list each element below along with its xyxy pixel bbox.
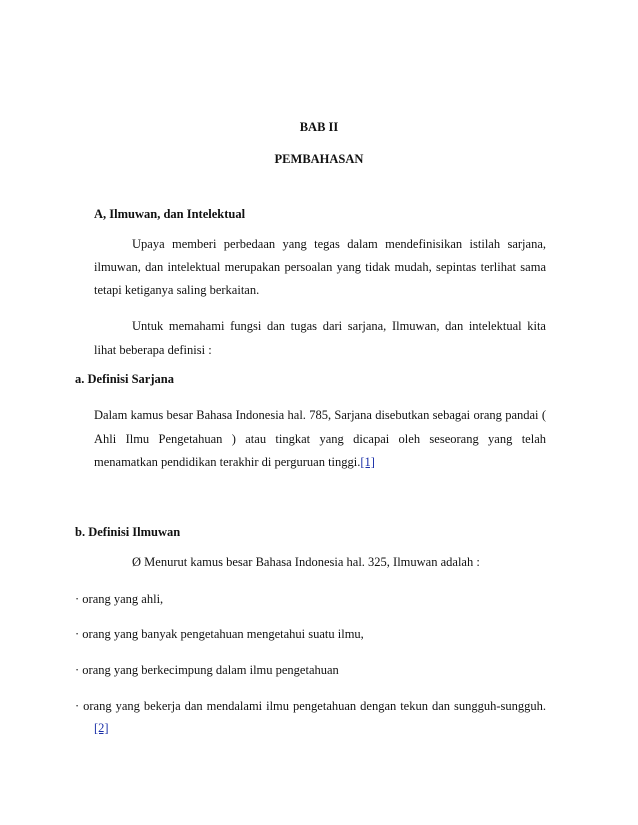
ilmuwan-intro: Ø Menurut kamus besar Bahasa Indonesia hal. 325, Ilmuwan adalah :: [132, 555, 480, 569]
sarjana-line3: [94, 455, 375, 470]
sarjana-title: a. Definisi Sarjana: [75, 372, 174, 386]
section-a-title: A, Ilmuwan, dan Intelektual: [94, 207, 246, 221]
section-a-para1-line3: tetapi ketiganya saling berkaitan.: [94, 283, 260, 297]
ilmuwan-bullet: · orang yang berkecimpung dalam ilmu pengetahuan: [75, 663, 339, 677]
section-a-para1-line1: Upaya memberi perbedaan yang tegas dalam mendefinisikan istilah sarjana,: [132, 237, 546, 251]
sarjana-line1: Dalam kamus besar Bahasa Indonesia hal. 785, Sarjana disebutkan sebagai orang pandai (: [94, 408, 546, 422]
chapter-label: BAB II: [299, 120, 339, 134]
ilmuwan-bullet: · orang yang bekerja dan mendalami ilmu pengetahuan dengan tekun dan sungguh-sungguh.: [75, 699, 546, 713]
footnote-ref-1[interactable]: [1]: [360, 455, 375, 469]
ilmuwan-bullet: · orang yang ahli,: [75, 592, 164, 606]
ilmuwan-title: b. Definisi Ilmuwan: [75, 525, 181, 539]
ilmuwan-bullet: · orang yang banyak pengetahuan mengetahui suatu ilmu,: [75, 627, 364, 641]
chapter-title: PEMBAHASAN: [274, 152, 364, 166]
sarjana-line2: Ahli Ilmu Pengetahuan ) atau tingkat yang dicapai oleh seseorang yang telah: [94, 432, 546, 446]
section-a-para2-line1: Untuk memahami fungsi dan tugas dari sarjana, Ilmuwan, dan intelektual kita: [132, 319, 546, 333]
sarjana-line3-text: menamatkan pendidikan terakhir di perguruan tinggi.: [94, 455, 361, 469]
section-a-para1-line2: ilmuwan, dan intelektual merupakan persoalan yang tidak mudah, sepintas terlihat sama: [94, 260, 546, 274]
footnote-ref-2[interactable]: [2]: [94, 721, 109, 735]
section-a-para2-line2: lihat beberapa definisi :: [94, 343, 212, 357]
